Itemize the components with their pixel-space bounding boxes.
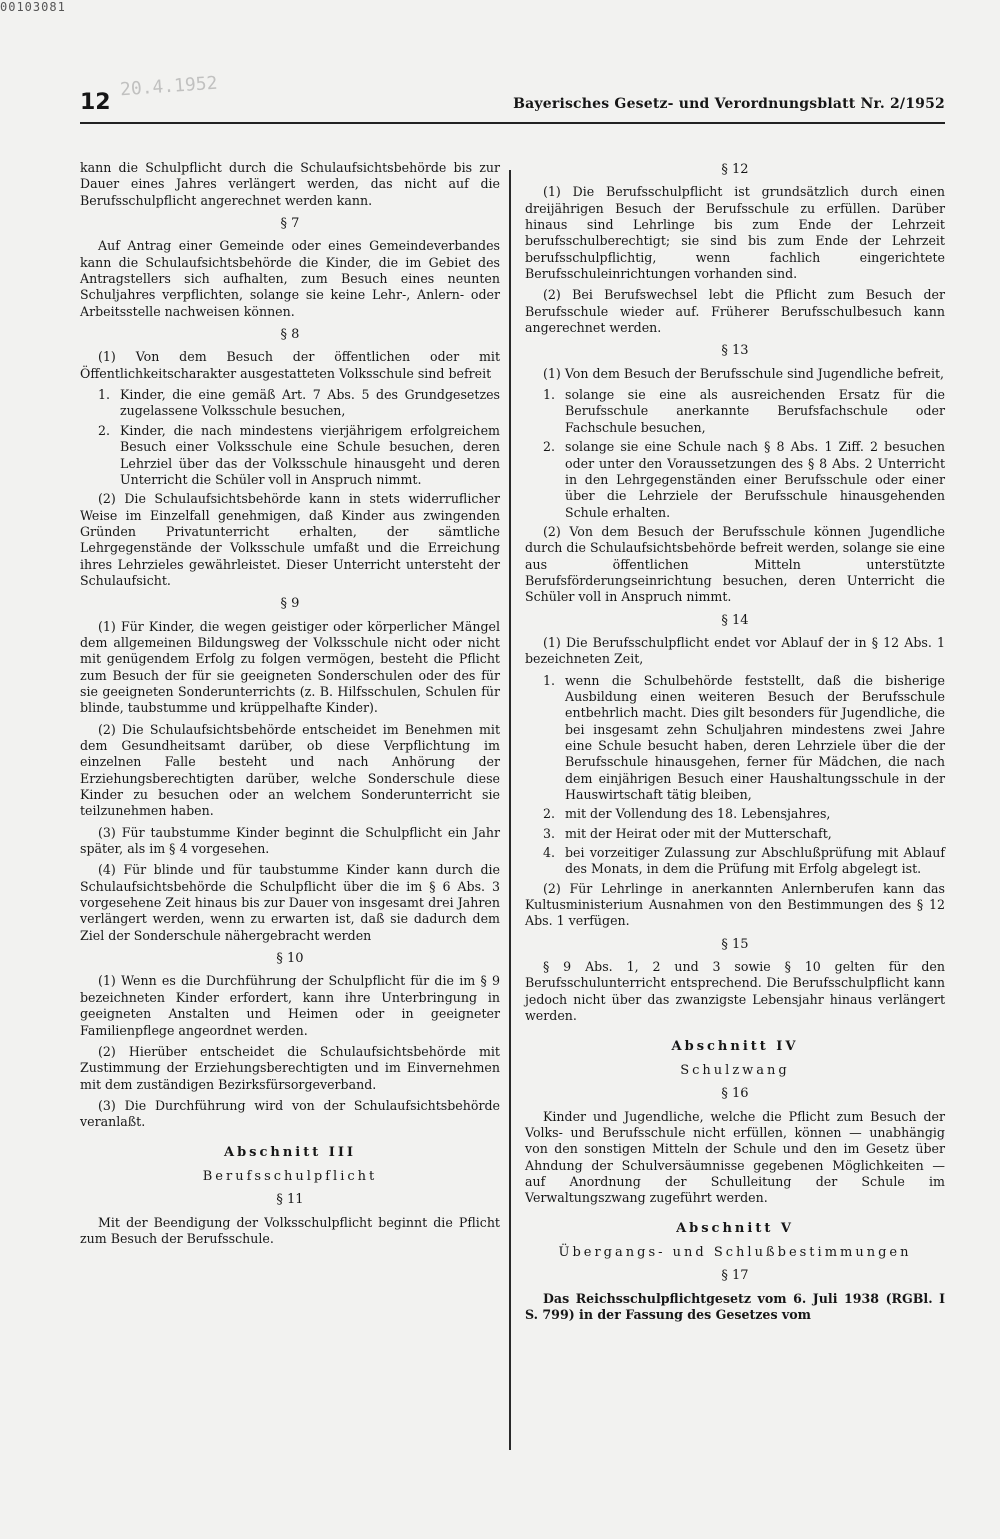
list-number: 3. <box>543 825 556 841</box>
list-text: bei vorzeitiger Zulassung zur Abschlußprüfung mit Ablauf des Monats, in dem die Prüfung mit Erfolg abgelegt ist. <box>565 845 945 877</box>
list-item <box>525 387 945 436</box>
paragraph: Kinder und Jugendliche, welche die Pflicht zum Besuch der Volks- und Berufsschule nicht erfüllen, können — unabhängig von den sonstigen Mitteln der Schule und den im Gesetz über Ahndung der Schulversäumnisse gegebenen Möglichkeiten — auf Anordnung der Schulleitung der Schule im Verwaltungszwang zugeführt werden. <box>525 1108 945 1206</box>
section-heading-12: § 12 <box>721 162 749 177</box>
paragraph: (2) Für Lehrlinge in anerkannten Anlernberufen kann das Kultusministerium Ausnahmen von den Bestimmungen des § 12 Abs. 1 verfügen. <box>525 880 945 929</box>
paragraph: (2) Die Schulaufsichtsbehörde entscheidet im Benehmen mit dem Gesundheitsamt darüber, ob diese Verpflichtung im einzelnen Falle besteht und nach Anhörung der Erziehungsberechtigten darüber, welche Sonderschule diese Kinder zu besuchen oder an welchem Sonderunterricht sie teilzunehmen haben. <box>80 721 500 819</box>
list-text: solange sie eine als ausreichenden Ersatz für die Berufsschule anerkannte Berufsfachschule oder Fachschule besuchen, <box>565 387 945 435</box>
list-number: 1. <box>543 387 556 403</box>
right-column <box>525 160 945 1328</box>
list-text: Kinder, die nach mindestens vierjährigem erfolgreichem Besuch einer Volksschule eine Schule besuchen, deren Lehrziel über das der Volksschule hinausgeht und deren Unterricht die Schüler voll in Anspruch nimmt. <box>120 422 500 487</box>
paragraph: (1) Für Kinder, die wegen geistiger oder körperlicher Mängel dem allgemeinen Bildungsweg der Volksschule nicht oder nicht mit genügendem Erfolg zu folgen vermögen, besteht die Pflicht zum Besuch der für sie geeigneten Sonderschulen oder des für sie geeigneten Sonderunterrichts (z. B. Hilfsschulen, Schulen für blinde, taubstumme und krüppelhafte Kinder). <box>80 618 500 716</box>
paragraph: (3) Die Durchführung wird von der Schulaufsichtsbehörde veranlaßt. <box>80 1097 500 1130</box>
list-item <box>80 387 500 420</box>
paragraph: (1) Von dem Besuch der Berufsschule sind Jugendliche befreit, <box>543 365 945 381</box>
part-title-5: Übergangs- und Schlußbestimmungen <box>558 1244 912 1260</box>
paragraph: (1) Die Berufsschulpflicht ist grundsätzlich durch einen dreijährigen Besuch der Berufsschule zu erfüllen. Darüber hinaus sind Lehrlinge bis zum Ende der Lehrzeit berufsschulberechtigt; sie sind bis zum Ende der Lehrzeit berufsschulpflichtig, wenn fachlich eingerichtete Berufsschuleinrichtungen vorhanden sind. <box>525 184 945 282</box>
paragraph: (2) Die Schulaufsichtsbehörde kann in stets widerruflicher Weise im Einzelfall genehmigen, daß Kinder aus zwingenden Gründen Privatunterricht erhalten, der sämtliche Lehrgegenstände der Volksschule umfaßt und die Erreichung ihres Lehrzieles gewährleistet. Dieser Unterricht untersteht der Schulaufsicht. <box>80 491 500 588</box>
page-header <box>80 90 945 124</box>
paragraph: (2) Hierüber entscheidet die Schulaufsichtsbehörde mit Zustimmung der Erziehungsberechtigten und im Einvernehmen mit dem zuständigen Bezirksfürsorgeverband. <box>80 1043 500 1092</box>
list-number: 2. <box>543 439 556 455</box>
section-heading-16: § 16 <box>721 1086 749 1102</box>
list-text: wenn die Schulbehörde feststellt, daß die bisherige Ausbildung einen weiteren Besuch der Berufsschule entbehrlich macht. Dies gilt besonders für Jugendliche, die bei insgesamt zehn Schuljahren mindestens zwei Jahre eine Schule besucht haben, deren Lehrziele über die der Berufsschule hinausgehen, ferner für Mädchen, die nach dem einjährigen Besuch einer Haushaltungsschule in der Hauswirtschaft tätig bleiben, <box>565 672 945 803</box>
section-heading-17: § 17 <box>721 1268 749 1284</box>
paragraph: (1) Wenn es die Durchführung der Schulpflicht für die im § 9 bezeichneten Kinder erfordert, kann ihre Unterbringung in geeigneten Anstalten und Heimen oder in geeigneter Familienpflege angeordnet werden. <box>80 973 500 1038</box>
list-item <box>525 673 945 804</box>
column-divider <box>509 170 511 1450</box>
section-heading-13: § 13 <box>721 343 749 359</box>
list-item <box>80 423 500 488</box>
part-title-3: Berufsschulpflicht <box>202 1168 378 1184</box>
page-number: 12 <box>80 90 111 115</box>
list-number: 2. <box>543 806 556 822</box>
section-heading-15: § 15 <box>721 936 749 952</box>
list-item <box>525 806 945 822</box>
paragraph: (3) Für taubstumme Kinder beginnt die Schulpflicht ein Jahr später, als im § 4 vorgesehen. <box>80 824 500 857</box>
part-heading-4: Abschnitt IV <box>671 1038 799 1054</box>
paragraph: (4) Für blinde und für taubstumme Kinder kann durch die Schulaufsichtsbehörde die Schulpflicht über die im § 6 Abs. 3 vorgesehene Zeit hinaus bis zur Dauer von insgesamt drei Jahren verlängert werden, wenn zu erwarten ist, daß sie dadurch dem Ziel der Sonderschule nähergebracht werden <box>80 862 500 943</box>
section-heading-14: § 14 <box>721 612 749 628</box>
paragraph: (1) Von dem Besuch der öffentlichen oder mit Öffentlichkeitscharakter ausgestatteten Volksschule sind befreit <box>80 349 500 381</box>
paragraph: (1) Die Berufsschulpflicht endet vor Ablauf der in § 12 Abs. 1 bezeichneten Zeit, <box>525 634 945 667</box>
paragraph: Mit der Beendigung der Volksschulpflicht beginnt die Pflicht zum Besuch der Berufsschule. <box>80 1214 500 1246</box>
list-text: Kinder, die eine gemäß Art. 7 Abs. 5 des Grundgesetzes zugelassene Volksschule besuchen, <box>120 387 500 419</box>
list-item <box>525 826 945 842</box>
list-number: 1. <box>98 387 111 403</box>
paragraph: Auf Antrag einer Gemeinde oder eines Gemeindeverbandes kann die Schulaufsichtsbehörde die Kinder, die im Gebiet des Antragstellers sich aufhalten, zum Besuch eines neunten Schuljahres verpflichten, solange sie keine Lehr-, Anlern- oder Arbeitsstelle nachweisen können. <box>80 238 500 319</box>
archive-number: 00103081 <box>0 0 66 14</box>
part-heading-3: Abschnitt III <box>223 1144 357 1160</box>
part-heading-5: Abschnitt V <box>676 1220 794 1236</box>
paragraph: (2) Von dem Besuch der Berufsschule können Jugendliche durch die Schulaufsichtsbehörde befreit werden, solange sie eine aus öffentlichen Mitteln unterstützte Berufsförderungseinrichtung besuchen, deren Unterricht die Schüler voll in Anspruch nimmt. <box>525 523 945 605</box>
left-column <box>80 160 500 1252</box>
part-title-4: Schulzwang <box>680 1062 790 1078</box>
section-heading-10: § 10 <box>276 951 304 967</box>
paragraph: Das Reichsschulpflichtgesetz vom 6. Juli 1938 (RGBl. I S. 799) in der Fassung des Gesetzes vom <box>525 1290 945 1322</box>
list-text: mit der Heirat oder mit der Mutterschaft, <box>565 825 832 841</box>
list-text: solange sie eine Schule nach § 8 Abs. 1 Ziff. 2 besuchen oder unter den Voraussetzungen des § 8 Abs. 2 Unterricht in den Lehrgegenständen einer Berufsschule oder einer über die Lehrziele der Berufsschule hinausgehenden Schule erhalten. <box>565 439 945 520</box>
list-number: 1. <box>543 672 556 688</box>
list-text: mit der Vollendung des 18. Lebensjahres, <box>565 806 831 822</box>
paragraph: (2) Bei Berufswechsel lebt die Pflicht zum Besuch der Berufsschule wieder auf. Früherer Berufsschulbesuch kann angerechnet werden. <box>525 287 945 336</box>
date-stamp: 20.4.1952 <box>119 72 219 101</box>
list-item <box>525 439 945 521</box>
running-title: Bayerisches Gesetz- und Verordnungsblatt Nr. 2/1952 <box>513 96 945 112</box>
list-number: 4. <box>543 845 556 861</box>
list-item <box>525 845 945 878</box>
section-heading-8: § 8 <box>280 327 300 343</box>
section-heading-7: § 7 <box>280 216 300 232</box>
section-heading-11: § 11 <box>276 1192 304 1208</box>
paragraph: § 9 Abs. 1, 2 und 3 sowie § 10 gelten für den Berufsschulunterricht entsprechend. Die Berufsschulpflicht kann jedoch nicht über das zwanzigste Lebensjahr hinaus verlängert werden. <box>525 959 945 1024</box>
section-heading-9: § 9 <box>280 596 300 612</box>
list-number: 2. <box>98 422 111 438</box>
paragraph-intro: kann die Schulpflicht durch die Schulaufsichtsbehörde bis zur Dauer eines Jahres verlängert werden, das nicht auf die Berufsschulpflicht angerechnet werden kann. <box>80 160 500 208</box>
